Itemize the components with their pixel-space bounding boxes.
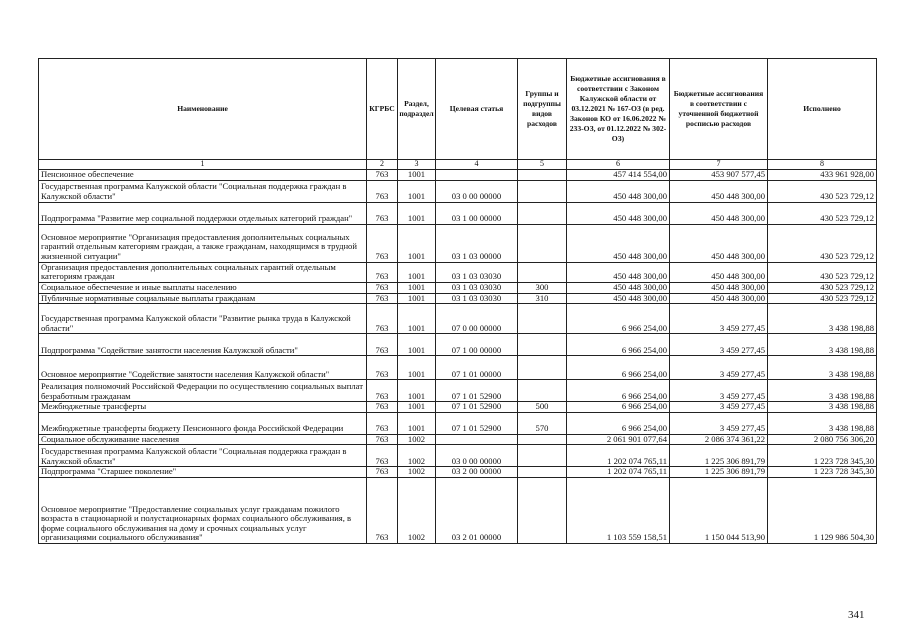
cell-group <box>518 262 567 282</box>
cell-budget-refined: 3 459 277,45 <box>670 402 768 413</box>
col-header-kgrbs: КГРБС <box>367 59 398 160</box>
table-row <box>39 224 877 262</box>
cell-name: Пенсионное обеспечение <box>39 170 367 181</box>
cell-budget-law: 6 966 254,00 <box>567 304 670 334</box>
cell-kgrbs: 763 <box>367 334 398 356</box>
cell-group <box>518 434 567 445</box>
cell-group <box>518 224 567 262</box>
cell-executed: 3 438 198,88 <box>768 412 877 434</box>
cell-name: Подпрограмма "Старшее поколение" <box>39 467 367 478</box>
column-number-row <box>39 160 877 170</box>
table-row <box>39 202 877 224</box>
cell-name: Реализация полномочий Российской Федерации по осуществлению социальных выплат безработным гражданам <box>39 380 367 402</box>
cell-budget-law: 450 448 300,00 <box>567 282 670 293</box>
cell-section: 1001 <box>398 262 436 282</box>
cell-name: Основное мероприятие "Содействие занятости населения Калужской области" <box>39 356 367 380</box>
col-header-executed: Исполнено <box>768 59 877 160</box>
cell-group: 310 <box>518 293 567 304</box>
cell-kgrbs: 763 <box>367 282 398 293</box>
cell-budget-law: 450 448 300,00 <box>567 293 670 304</box>
cell-section: 1001 <box>398 282 436 293</box>
cell-kgrbs: 763 <box>367 170 398 181</box>
cell-target: 07 1 01 00000 <box>436 356 518 380</box>
cell-name: Подпрограмма "Содействие занятости населения Калужской области" <box>39 334 367 356</box>
cell-executed: 2 080 756 306,20 <box>768 434 877 445</box>
cell-target: 03 1 00 00000 <box>436 202 518 224</box>
cell-budget-refined: 450 448 300,00 <box>670 180 768 202</box>
cell-name: Основное мероприятие "Организация предоставления дополнительных социальных гарантий отдельным категориям граждан, а также гражданам, находящимся в трудной жизненной ситуации" <box>39 224 367 262</box>
cell-executed: 1 223 728 345,30 <box>768 467 877 478</box>
cell-group <box>518 478 567 544</box>
col-number: 5 <box>518 160 567 170</box>
cell-group <box>518 304 567 334</box>
cell-kgrbs: 763 <box>367 478 398 544</box>
table-row <box>39 170 877 181</box>
cell-target: 03 1 03 03030 <box>436 293 518 304</box>
cell-budget-law: 1 202 074 765,11 <box>567 445 670 467</box>
cell-section: 1001 <box>398 180 436 202</box>
cell-kgrbs: 763 <box>367 304 398 334</box>
cell-section: 1001 <box>398 304 436 334</box>
cell-budget-refined: 3 459 277,45 <box>670 412 768 434</box>
table-row <box>39 334 877 356</box>
cell-kgrbs: 763 <box>367 434 398 445</box>
table-row <box>39 412 877 434</box>
cell-budget-refined: 450 448 300,00 <box>670 224 768 262</box>
table-row <box>39 380 877 402</box>
cell-executed: 430 523 729,12 <box>768 282 877 293</box>
table-row <box>39 304 877 334</box>
cell-target: 03 1 03 03030 <box>436 262 518 282</box>
cell-budget-law: 2 061 901 077,64 <box>567 434 670 445</box>
col-header-name: Наименование <box>39 59 367 160</box>
cell-group: 300 <box>518 282 567 293</box>
table-row <box>39 180 877 202</box>
cell-budget-law: 450 448 300,00 <box>567 224 670 262</box>
cell-budget-law: 450 448 300,00 <box>567 202 670 224</box>
cell-kgrbs: 763 <box>367 262 398 282</box>
cell-target <box>436 434 518 445</box>
cell-target: 03 0 00 00000 <box>436 445 518 467</box>
cell-executed: 3 438 198,88 <box>768 334 877 356</box>
col-number: 2 <box>367 160 398 170</box>
cell-target: 03 0 00 00000 <box>436 180 518 202</box>
cell-name: Организация предоставления дополнительных социальных гарантий отдельным категориям граждан <box>39 262 367 282</box>
cell-executed: 3 438 198,88 <box>768 304 877 334</box>
page-number: 341 <box>848 609 865 621</box>
cell-budget-refined: 3 459 277,45 <box>670 334 768 356</box>
cell-budget-law: 6 966 254,00 <box>567 402 670 413</box>
cell-group: 500 <box>518 402 567 413</box>
cell-budget-law: 457 414 554,00 <box>567 170 670 181</box>
cell-budget-law: 1 202 074 765,11 <box>567 467 670 478</box>
cell-budget-refined: 453 907 577,45 <box>670 170 768 181</box>
cell-executed: 3 438 198,88 <box>768 402 877 413</box>
cell-executed: 430 523 729,12 <box>768 224 877 262</box>
cell-name: Подпрограмма "Развитие мер социальной поддержки отдельных категорий граждан" <box>39 202 367 224</box>
cell-name: Межбюджетные трансферты <box>39 402 367 413</box>
cell-budget-refined: 450 448 300,00 <box>670 282 768 293</box>
cell-executed: 430 523 729,12 <box>768 180 877 202</box>
cell-executed: 1 223 728 345,30 <box>768 445 877 467</box>
col-header-section: Раздел, подраздел <box>398 59 436 160</box>
cell-target: 03 1 03 00000 <box>436 224 518 262</box>
cell-budget-refined: 1 225 306 891,79 <box>670 467 768 478</box>
cell-section: 1002 <box>398 467 436 478</box>
cell-section: 1002 <box>398 434 436 445</box>
col-number: 1 <box>39 160 367 170</box>
cell-kgrbs: 763 <box>367 356 398 380</box>
table-row <box>39 478 877 544</box>
cell-target: 07 1 01 52900 <box>436 412 518 434</box>
cell-executed: 3 438 198,88 <box>768 356 877 380</box>
cell-name: Социальное обеспечение и иные выплаты населению <box>39 282 367 293</box>
cell-name: Публичные нормативные социальные выплаты гражданам <box>39 293 367 304</box>
cell-section: 1001 <box>398 356 436 380</box>
col-number: 8 <box>768 160 877 170</box>
cell-name: Основное мероприятие "Предоставление социальных услуг гражданам пожилого возраста в стационарной и полустационарных формах социального обслуживания, в форме социального обслуживания на дому и срочных социальных услуг организациями социального обслуживания" <box>39 478 367 544</box>
cell-group <box>518 356 567 380</box>
cell-budget-law: 450 448 300,00 <box>567 262 670 282</box>
cell-name: Межбюджетные трансферты бюджету Пенсионного фонда Российской Федерации <box>39 412 367 434</box>
cell-kgrbs: 763 <box>367 380 398 402</box>
cell-group <box>518 467 567 478</box>
cell-budget-refined: 3 459 277,45 <box>670 304 768 334</box>
col-header-budget-law: Бюджетные ассигнования в соответствии с Законом Калужской области от 03.12.2021 № 167-ОЗ (в ред. Законов КО от 16.06.2022 № 233-ОЗ, от 01.12.2022 № 302-ОЗ) <box>567 59 670 160</box>
cell-kgrbs: 763 <box>367 293 398 304</box>
cell-section: 1002 <box>398 445 436 467</box>
col-number: 7 <box>670 160 768 170</box>
cell-executed: 3 438 198,88 <box>768 380 877 402</box>
cell-kgrbs: 763 <box>367 402 398 413</box>
cell-section: 1001 <box>398 412 436 434</box>
cell-name: Социальное обслуживание населения <box>39 434 367 445</box>
cell-name: Государственная программа Калужской области "Социальная поддержка граждан в Калужской области" <box>39 180 367 202</box>
cell-kgrbs: 763 <box>367 180 398 202</box>
cell-kgrbs: 763 <box>367 445 398 467</box>
cell-section: 1001 <box>398 402 436 413</box>
cell-target: 07 1 01 52900 <box>436 402 518 413</box>
cell-executed: 1 129 986 504,30 <box>768 478 877 544</box>
cell-budget-refined: 3 459 277,45 <box>670 356 768 380</box>
cell-section: 1001 <box>398 380 436 402</box>
cell-name: Государственная программа Калужской области "Развитие рынка труда в Калужской области" <box>39 304 367 334</box>
cell-section: 1001 <box>398 224 436 262</box>
cell-budget-law: 6 966 254,00 <box>567 334 670 356</box>
cell-section: 1001 <box>398 202 436 224</box>
cell-kgrbs: 763 <box>367 467 398 478</box>
cell-budget-law: 6 966 254,00 <box>567 356 670 380</box>
col-header-groups: Группы и подгруппы видов расходов <box>518 59 567 160</box>
cell-budget-refined: 2 086 374 361,22 <box>670 434 768 445</box>
cell-group <box>518 380 567 402</box>
cell-section: 1001 <box>398 170 436 181</box>
cell-group <box>518 445 567 467</box>
cell-budget-refined: 450 448 300,00 <box>670 202 768 224</box>
cell-executed: 430 523 729,12 <box>768 293 877 304</box>
cell-target: 03 2 01 00000 <box>436 478 518 544</box>
cell-section: 1002 <box>398 478 436 544</box>
cell-target: 03 1 03 03030 <box>436 282 518 293</box>
col-header-target: Целевая статья <box>436 59 518 160</box>
cell-target: 07 1 00 00000 <box>436 334 518 356</box>
cell-budget-law: 6 966 254,00 <box>567 380 670 402</box>
cell-executed: 430 523 729,12 <box>768 202 877 224</box>
cell-budget-refined: 1 225 306 891,79 <box>670 445 768 467</box>
cell-kgrbs: 763 <box>367 412 398 434</box>
col-number: 4 <box>436 160 518 170</box>
cell-target: 03 2 00 00000 <box>436 467 518 478</box>
col-header-budget-refined: Бюджетные ассигнования в соответствии с уточненной бюджетной росписью расходов <box>670 59 768 160</box>
cell-budget-law: 1 103 559 158,51 <box>567 478 670 544</box>
cell-kgrbs: 763 <box>367 224 398 262</box>
table-row <box>39 262 877 282</box>
cell-budget-refined: 3 459 277,45 <box>670 380 768 402</box>
cell-group <box>518 180 567 202</box>
table-row <box>39 282 877 293</box>
header-row <box>39 59 877 160</box>
budget-document <box>38 58 876 544</box>
cell-group <box>518 170 567 181</box>
col-number: 6 <box>567 160 670 170</box>
cell-budget-refined: 450 448 300,00 <box>670 293 768 304</box>
col-number: 3 <box>398 160 436 170</box>
table-row <box>39 467 877 478</box>
cell-executed: 430 523 729,12 <box>768 262 877 282</box>
table-row <box>39 356 877 380</box>
cell-section: 1001 <box>398 293 436 304</box>
budget-table <box>38 58 877 544</box>
table-row <box>39 402 877 413</box>
cell-group <box>518 334 567 356</box>
cell-executed: 433 961 928,00 <box>768 170 877 181</box>
cell-target <box>436 170 518 181</box>
cell-budget-law: 450 448 300,00 <box>567 180 670 202</box>
table-row <box>39 434 877 445</box>
cell-budget-refined: 450 448 300,00 <box>670 262 768 282</box>
cell-group: 570 <box>518 412 567 434</box>
cell-budget-law: 6 966 254,00 <box>567 412 670 434</box>
cell-name: Государственная программа Калужской области "Социальная поддержка граждан в Калужской области" <box>39 445 367 467</box>
cell-budget-refined: 1 150 044 513,90 <box>670 478 768 544</box>
cell-group <box>518 202 567 224</box>
cell-target: 07 1 01 52900 <box>436 380 518 402</box>
cell-section: 1001 <box>398 334 436 356</box>
table-row <box>39 293 877 304</box>
cell-target: 07 0 00 00000 <box>436 304 518 334</box>
table-row <box>39 445 877 467</box>
cell-kgrbs: 763 <box>367 202 398 224</box>
